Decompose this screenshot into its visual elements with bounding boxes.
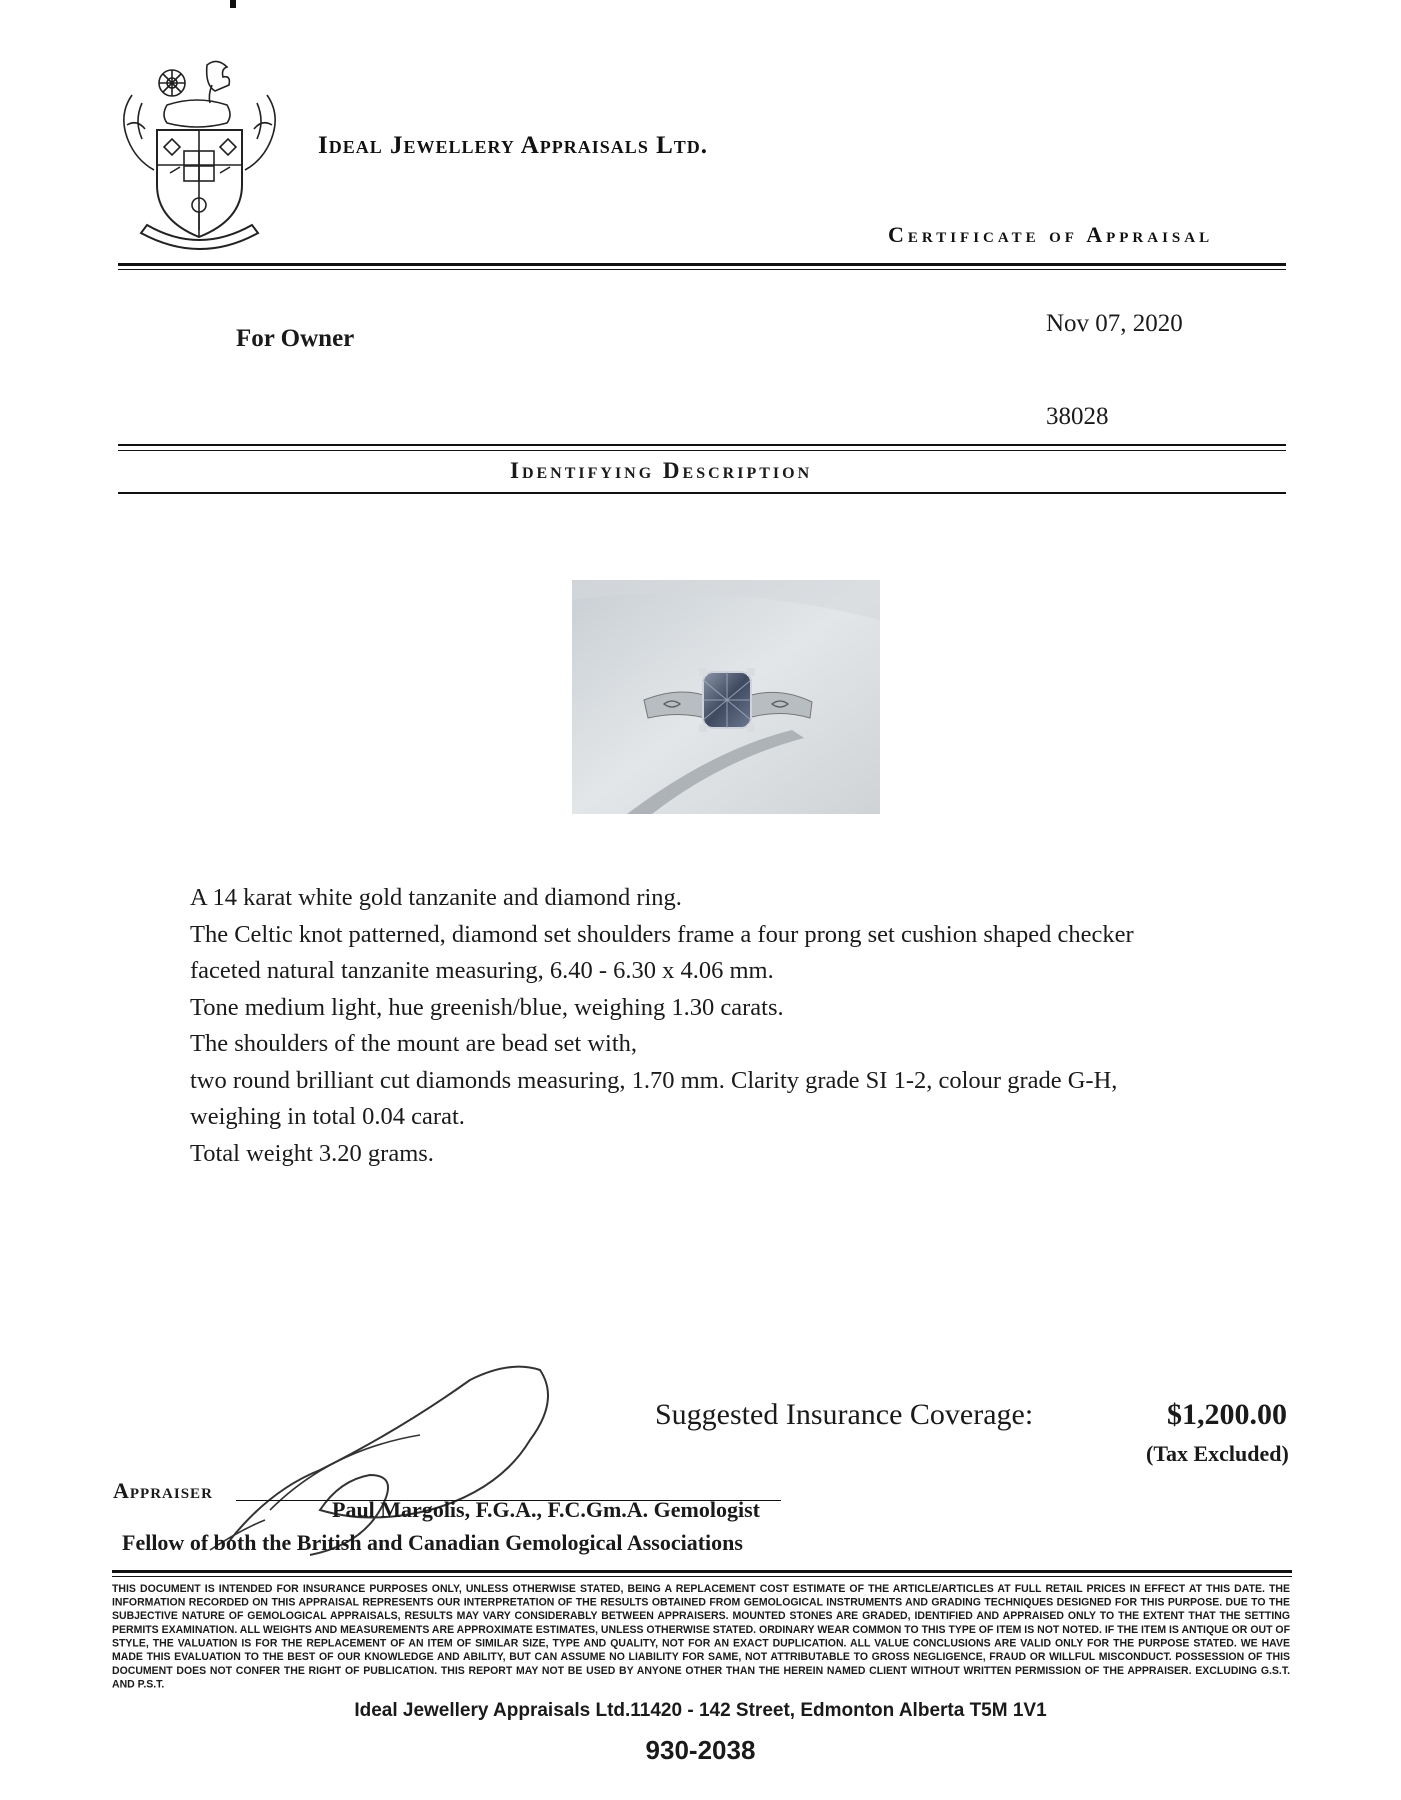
page-edge-mark: [230, 0, 236, 8]
header-divider: [118, 263, 1286, 266]
footer-divider: [112, 1570, 1292, 1573]
coat-of-arms-crest: [112, 55, 287, 250]
owner-label: For Owner: [236, 325, 355, 352]
footer-address: Ideal Jewellery Appraisals Ltd.11420 - 142 Street, Edmonton Alberta T5M 1V1: [354, 1700, 1047, 1721]
description-line: Total weight 3.20 grams.: [190, 1139, 434, 1167]
insurance-coverage-label: Suggested Insurance Coverage:: [655, 1398, 1034, 1431]
footer-phone: 930-2038: [645, 1735, 756, 1765]
tax-note: (Tax Excluded): [1146, 1441, 1289, 1466]
company-name: Ideal Jewellery Appraisals Ltd.: [318, 132, 709, 159]
appraisal-date: Nov 07, 2020: [1046, 310, 1183, 337]
footer-divider-thin: [112, 1576, 1292, 1577]
description-line: Tone medium light, hue greenish/blue, weighing 1.30 carats.: [190, 993, 784, 1021]
description-line: two round brilliant cut diamonds measuring, 1.70 mm. Clarity grade SI 1-2, colour grade G-H,: [190, 1066, 1118, 1094]
description-line: faceted natural tanzanite measuring, 6.40 - 6.30 x 4.06 mm.: [190, 957, 774, 984]
appraiser-fellowship: Fellow of both the British and Canadian Gemological Associations: [122, 1530, 743, 1555]
appraiser-label: Appraiser: [113, 1478, 213, 1503]
item-description: [190, 880, 1270, 1172]
description-line: weighing in total 0.04 carat.: [190, 1103, 465, 1130]
header-divider-thin: [118, 269, 1286, 270]
description-line: The Celtic knot patterned, diamond set shoulders frame a four prong set cushion shaped checker: [190, 920, 1134, 948]
legal-disclaimer: THIS DOCUMENT IS INTENDED FOR INSURANCE PURPOSES ONLY, UNLESS OTHERWISE STATED, BEING A REPLACEMENT COST ESTIMATE OF THE ARTICLE/ARTICLES AT FULL RETAIL PRICES IN EFFECT AT THIS DATE. THE INFORMATION RECORDED ON THIS APPRAISAL REPRESENTS OUR INTERPRETATION OF THE RESULTS OBTAINED FROM GEMOLOGICAL INSTRUMENTS AND GRADING TECHNIQUES DESIGNED FOR THIS PURPOSE. DUE TO THE SUBJECTIVE NATURE OF GEMOLOGICAL APPRAISALS, RESULTS MAY VARY CONSIDERABLY BETWEEN APPRAISERS. MOUNTED STONES ARE GRADED, IDENTIFIED AND APPRAISED ONLY TO THE EXTENT THAT THE SETTING PERMITS EXAMINATION. ALL WEIGHTS AND MEASUREMENTS ARE APPROXIMATE ESTIMATES, UNLESS OTHERWISE STATED. ORDINARY WEAR COMMON TO THIS TYPE OF ITEM IS NOT NOTED. IF THE ITEM IS ANTIQUE OR OUT OF STYLE, THE VALUATION IS FOR THE REPLACEMENT OF AN ITEM OF SIMILAR SIZE, TYPE AND QUALITY, NOT FOR AN EXACT DUPLICATION. ALL VALUE CONCLUSIONS ARE VALID ONLY FOR THE PURPOSE STATED. WE HAVE MADE THIS EVALUATION TO THE BEST OF OUR KNOWLEDGE AND ABILITY, BUT CAN ASSUME NO LIABILITY FOR SAME, NOT ATTRIBUTABLE TO GROSS NEGLIGENCE, FRAUD OR WILLFUL MISCONDUCT. POSSESSION OF THIS DOCUMENT DOES NOT CONFER THE RIGHT OF PUBLICATION. THIS REPORT MAY NOT BE USED BY ANYONE OTHER THAN THE HEREIN NAMED CLIENT WITHOUT WRITTEN PERMISSION OF THE APPRAISER. EXCLUDING G.S.T. AND P.S.T.: [112, 1582, 1290, 1691]
description-line: The shoulders of the mount are bead set with,: [190, 1030, 638, 1057]
ring-photo: [572, 580, 880, 814]
section-title: Identifying Description: [510, 458, 813, 483]
appraiser-name: Paul Margolis, F.G.A., F.C.Gm.A. Gemologist: [332, 1497, 760, 1522]
description-line: A 14 karat white gold tanzanite and diamond ring.: [190, 884, 682, 911]
section-divider-bottom: [118, 492, 1286, 494]
certificate-title: Certificate of Appraisal: [888, 222, 1214, 247]
section-divider-top-thin: [118, 450, 1286, 451]
insurance-coverage-amount: $1,200.00: [1167, 1398, 1287, 1431]
section-divider-top: [118, 444, 1286, 446]
certificate-number: 38028: [1046, 403, 1109, 430]
